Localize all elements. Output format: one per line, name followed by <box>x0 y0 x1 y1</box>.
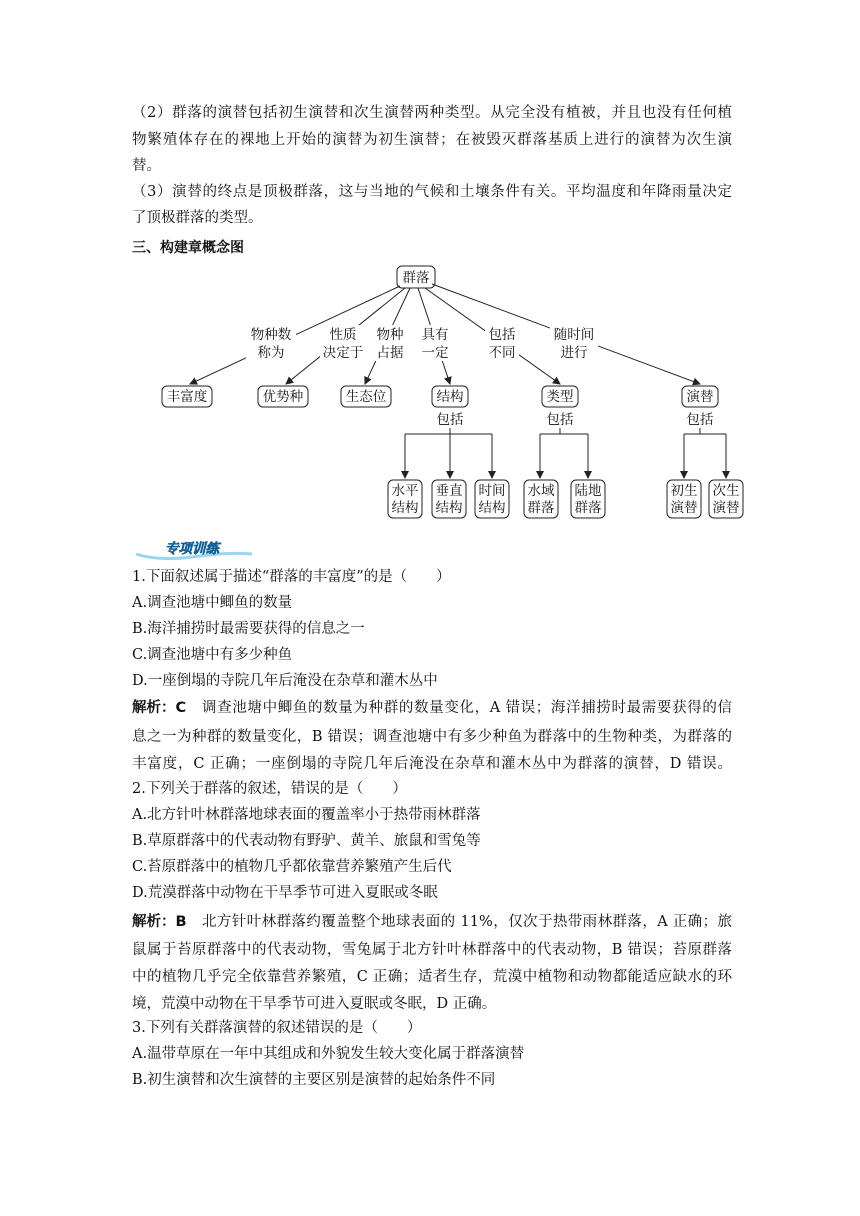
leaf-vertical-l1: 垂直 <box>435 483 463 499</box>
q1-stem: 1.下面叙述属于描述“群落的丰富度”的是（ ） <box>132 569 451 585</box>
edge-label-3-line-1: 物种 <box>376 327 404 343</box>
node-structure: 结构 <box>436 389 464 405</box>
q3-stem: 3.下列有关群落演替的叙述错误的是（ ） <box>132 1020 422 1036</box>
banner-text: 专项训练 <box>165 541 219 557</box>
q1-analysis-row <box>132 698 732 718</box>
q2-analysis-row <box>132 912 732 932</box>
node-type: 类型 <box>546 389 574 405</box>
edge-label-1-line-1: 物种数 <box>250 327 292 343</box>
paragraph-2-line-3: 替。 <box>132 158 161 174</box>
root-node: 群落 <box>402 270 430 286</box>
edge-label-5-line-1: 包括 <box>488 327 516 343</box>
edge-label-5-line-2: 不同 <box>488 345 516 361</box>
q2-stem: 2.下列关于群落的叙述，错误的是（ ） <box>132 781 407 797</box>
edge-label-6-line-2: 进行 <box>560 345 588 361</box>
node-succession: 演替 <box>686 389 714 405</box>
q2-analysis-label: 解析：B <box>132 914 187 930</box>
include-label-succession: 包括 <box>686 412 714 428</box>
leaf-primary-l1: 初生 <box>670 483 698 499</box>
edge-label-4-line-1: 具有 <box>421 327 449 343</box>
leaf-temporal-l2: 结构 <box>478 500 506 516</box>
paragraph-2-line-1: （2）群落的演替包括初生演替和次生演替两种类型。从完全没有植被，并且也没有任何植 <box>132 105 732 121</box>
node-richness: 丰富度 <box>166 389 208 405</box>
paragraph-3-line-1: （3）演替的终点是顶极群落，这与当地的气候和土壤条件有关。平均温度和年降雨量决定 <box>132 184 732 200</box>
section-title: 三、构建章概念图 <box>132 240 244 256</box>
edge-labels <box>246 325 598 361</box>
edge-label-6-line-1: 随时间 <box>553 327 595 343</box>
q2-option-b: B.草原群落中的代表动物有野驴、黄羊、旅鼠和雪兔等 <box>132 833 481 849</box>
q1-option-d: D.一座倒塌的寺院几年后淹没在杂草和灌木丛中 <box>132 673 438 689</box>
edge-label-4-line-2: 一定 <box>421 345 449 361</box>
include-label-structure: 包括 <box>436 412 464 428</box>
q1-analysis-line-1: 调查池塘中鲫鱼的数量为种群的数量变化，A 错误；海洋捕捞时最需要获得的信 <box>202 700 732 716</box>
paragraph-3-line-2: 了顶极群落的类型。 <box>132 210 263 226</box>
q1-analysis-line-2: 息之一为种群的数量变化，B 错误；调查池塘中有多少种鱼为群落中的生物种类，为群落的 <box>132 729 732 745</box>
paragraph-2-line-2: 物繁殖体存在的裸地上开始的演替为初生演替；在被毁灭群落基质上进行的演替为次生演 <box>132 132 732 148</box>
leaf-aquatic-l1: 水域 <box>527 483 555 499</box>
leaf-aquatic-l2: 群落 <box>527 500 555 516</box>
q2-option-d: D.荒漠群落中动物在干旱季节可进入夏眠或冬眠 <box>132 885 438 901</box>
q1-analysis-line-3: 丰富度，C 正确；一座倒塌的寺院几年后淹没在杂草和灌木丛中为群落的演替，D 错误。 <box>132 756 732 772</box>
q2-option-a: A.北方针叶林群落地球表面的覆盖率小于热带雨林群落 <box>132 807 481 823</box>
q2-option-c: C.苔原群落中的植物几乎都依靠营养繁殖产生后代 <box>132 859 452 875</box>
leaf-horizontal-l2: 结构 <box>391 500 419 516</box>
leaf-horizontal-l1: 水平 <box>391 483 419 499</box>
edge-label-2-line-2: 决定于 <box>322 345 364 361</box>
leaf-vertical-l2: 结构 <box>435 500 463 516</box>
q2-analysis-line-1: 北方针叶林群落约覆盖整个地球表面的 11%，仅次于热带雨林群落，A 正确；旅 <box>202 914 732 930</box>
q1-option-a: A.调查池塘中鲫鱼的数量 <box>132 595 293 611</box>
leaf-temporal-l1: 时间 <box>478 483 506 499</box>
q2-analysis-line-2: 鼠属于苔原群落中的代表动物，雪兔属于北方针叶林群落中的代表动物，B 错误；苔原群落 <box>132 942 732 958</box>
q1-analysis-label: 解析：C <box>132 700 187 716</box>
leaf-primary-l2: 演替 <box>670 500 698 516</box>
leaf-secondary-l1: 次生 <box>712 483 740 499</box>
q2-analysis-line-4: 境，荒漠中动物在干旱季节可进入夏眠或冬眠，D 正确。 <box>132 996 497 1012</box>
include-label-type: 包括 <box>546 412 574 428</box>
leaf-terrestrial-l1: 陆地 <box>574 483 602 499</box>
concept-map <box>0 0 860 530</box>
edge-label-3-line-2: 占据 <box>376 345 404 361</box>
q3-option-a: A.温带草原在一年中其组成和外貌发生较大变化属于群落演替 <box>132 1046 525 1062</box>
node-niche: 生态位 <box>345 389 387 405</box>
q3-option-b: B.初生演替和次生演替的主要区别是演替的起始条件不同 <box>132 1072 496 1088</box>
edge-label-1-line-2: 称为 <box>257 345 285 361</box>
edge-label-2-line-1: 性质 <box>329 327 357 343</box>
q2-analysis-line-3: 中的植物几乎完全依靠营养繁殖，C 正确；适者生存，荒漠中植物和动物都能适应缺水的环 <box>132 969 732 985</box>
leaf-terrestrial-l2: 群落 <box>574 500 602 516</box>
q1-option-b: B.海洋捕捞时最需要获得的信息之一 <box>132 621 365 637</box>
node-dominant-species: 优势种 <box>262 389 304 405</box>
practice-banner <box>130 532 254 562</box>
leaf-secondary-l2: 演替 <box>712 500 740 516</box>
q1-option-c: C.调查池塘中有多少种鱼 <box>132 647 293 663</box>
